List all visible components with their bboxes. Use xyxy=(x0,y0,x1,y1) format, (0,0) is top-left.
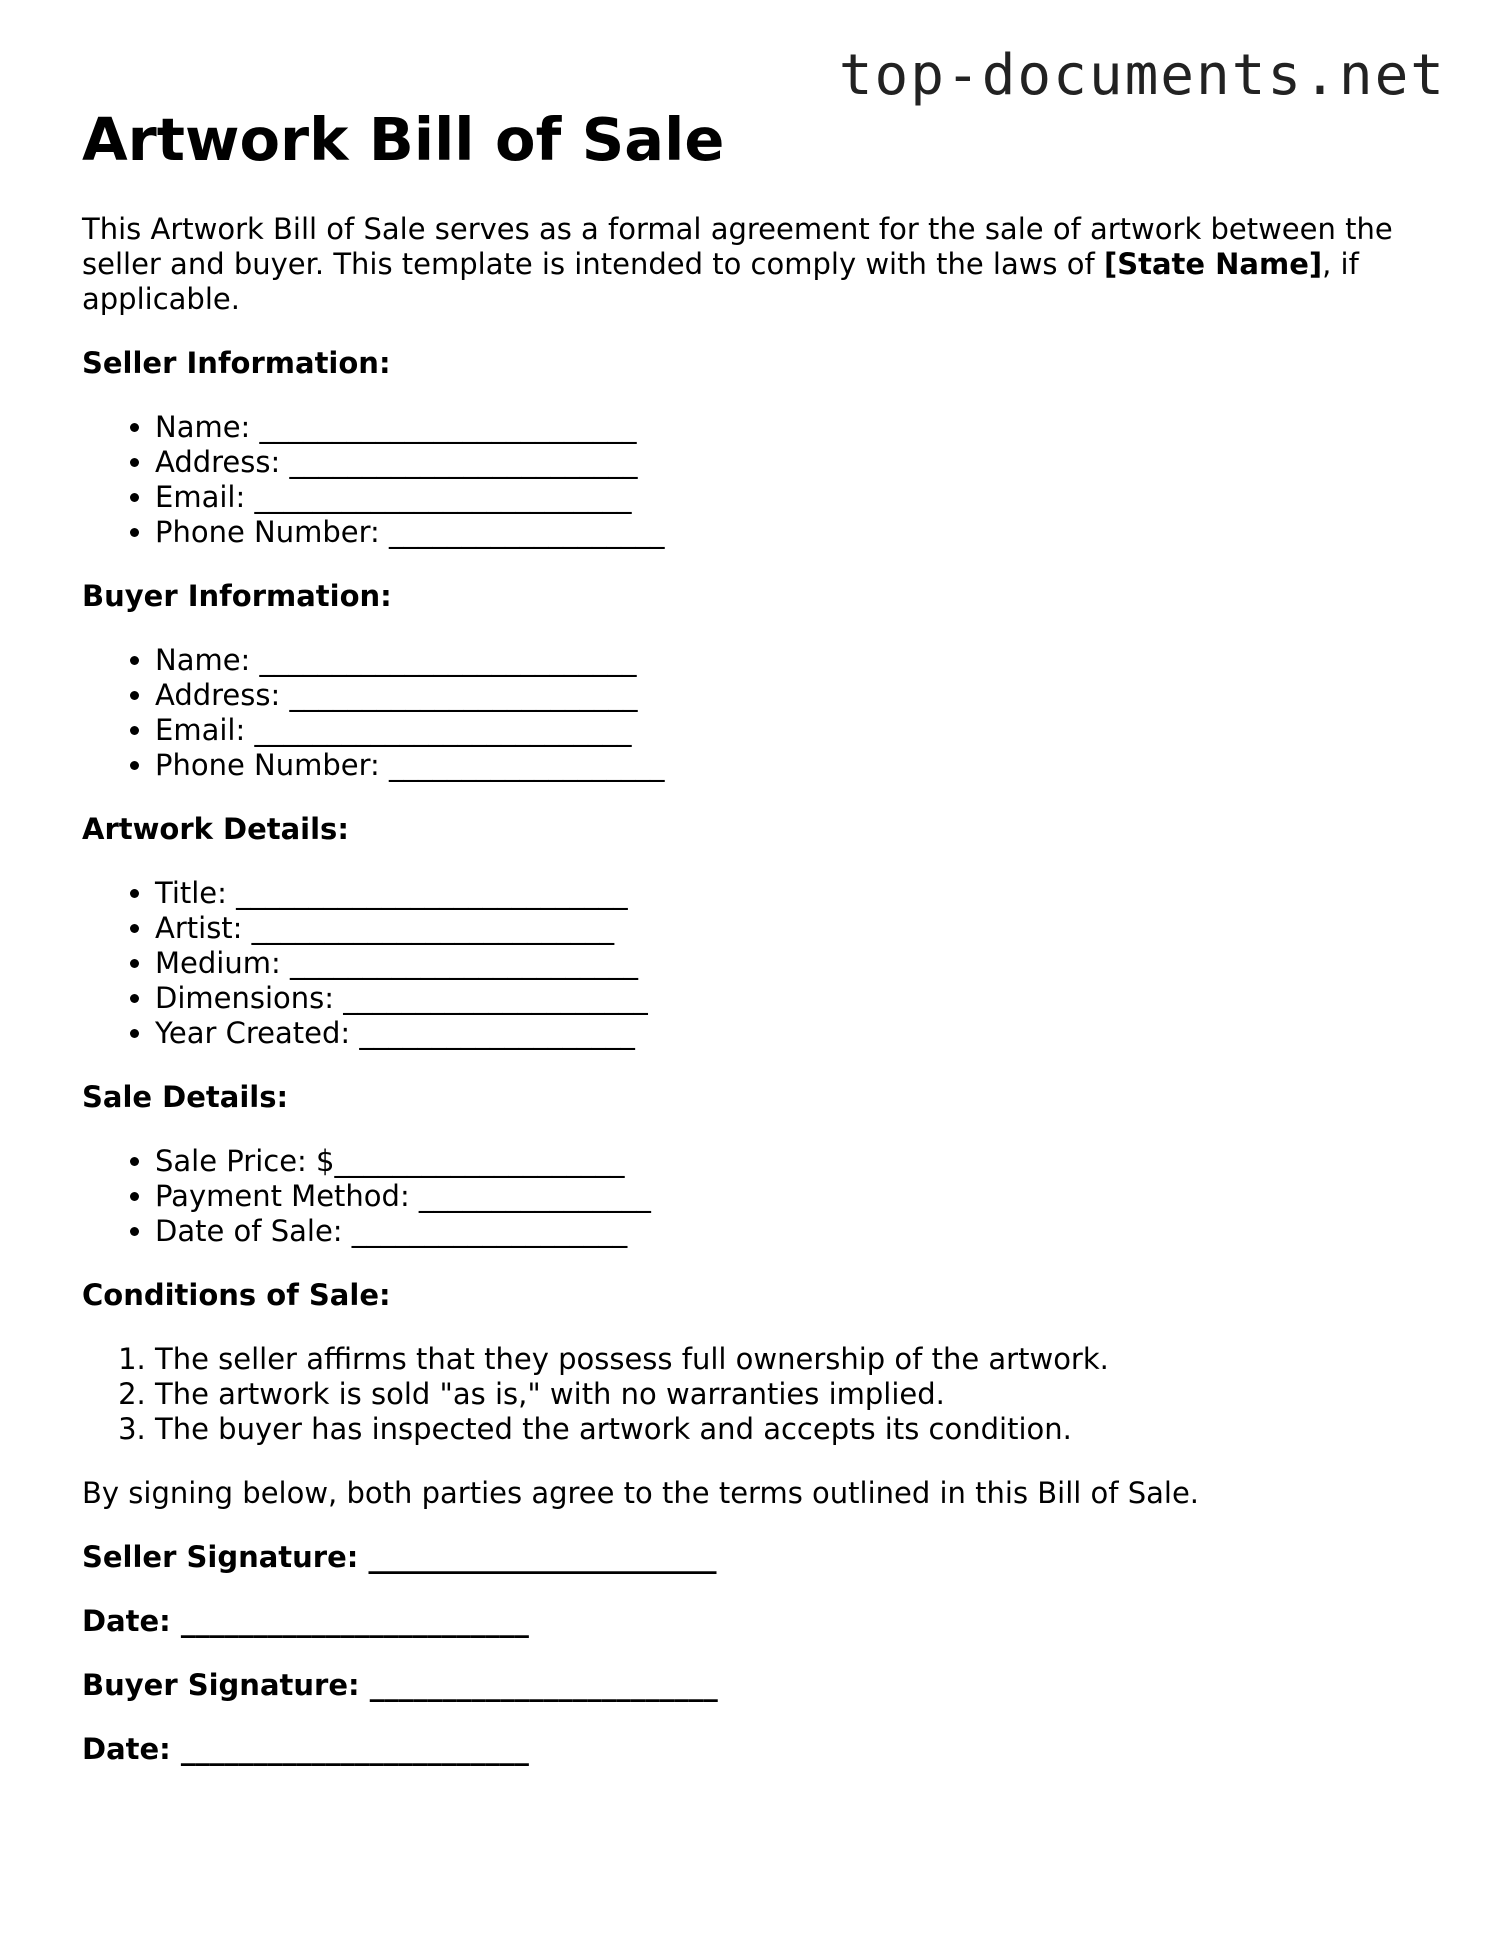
document-body xyxy=(82,212,1442,1796)
condition-item: 2. The artwork is sold "as is," with no warranties implied. xyxy=(155,1377,1442,1412)
seller-address-field: • Address: ________________________ xyxy=(155,445,1442,480)
artwork-details-list xyxy=(82,876,1442,1051)
artwork-medium-field: • Medium: ________________________ xyxy=(155,946,1442,981)
artwork-details-heading: Artwork Details: xyxy=(82,812,349,846)
artwork-dimensions-field: • Dimensions: _____________________ xyxy=(155,981,1442,1016)
seller-info-heading: Seller Information: xyxy=(82,346,391,380)
buyer-signature-line: Buyer Signature: ________________________ xyxy=(82,1668,718,1702)
buyer-phone-field: • Phone Number: ___________________ xyxy=(155,748,1442,783)
seller-signature-line: Seller Signature: ________________________ xyxy=(82,1540,717,1574)
seller-name-field: • Name: __________________________ xyxy=(155,410,1442,445)
buyer-email-field: • Email: __________________________ xyxy=(155,713,1442,748)
intro-text-before: This Artwork Bill of Sale serves as a formal agreement for the sale of artwork between the seller and buyer. This template is intended to comply with the laws of xyxy=(82,212,1393,281)
condition-item: 1. The seller affirms that they possess full ownership of the artwork. xyxy=(155,1342,1442,1377)
buyer-date-line: Date: ________________________ xyxy=(82,1732,529,1766)
buyer-name-field: • Name: __________________________ xyxy=(155,643,1442,678)
closing-statement: By signing below, both parties agree to the terms outlined in this Bill of Sale. xyxy=(82,1476,1200,1510)
watermark: top-documents.net xyxy=(838,43,1446,108)
conditions-list xyxy=(82,1342,1442,1447)
intro-paragraph xyxy=(82,212,1442,317)
seller-email-field: • Email: __________________________ xyxy=(155,480,1442,515)
artwork-artist-field: • Artist: _________________________ xyxy=(155,911,1442,946)
sale-price-field: • Sale Price: $____________________ xyxy=(155,1144,1442,1179)
artwork-title-field: • Title: ___________________________ xyxy=(155,876,1442,911)
buyer-address-field: • Address: ________________________ xyxy=(155,678,1442,713)
state-name-placeholder: [State Name] xyxy=(1103,247,1323,281)
seller-date-line: Date: ________________________ xyxy=(82,1604,529,1638)
buyer-info-list xyxy=(82,643,1442,783)
seller-info-list xyxy=(82,410,1442,550)
date-of-sale-field: • Date of Sale: ___________________ xyxy=(155,1214,1442,1249)
document-title: Artwork Bill of Sale xyxy=(82,105,725,174)
seller-phone-field: • Phone Number: ___________________ xyxy=(155,515,1442,550)
artwork-year-field: • Year Created: ___________________ xyxy=(155,1016,1442,1051)
condition-item: 3. The buyer has inspected the artwork and accepts its condition. xyxy=(155,1412,1442,1447)
sale-details-list xyxy=(82,1144,1442,1249)
conditions-heading: Conditions of Sale: xyxy=(82,1278,391,1312)
sale-details-heading: Sale Details: xyxy=(82,1080,289,1114)
buyer-info-heading: Buyer Information: xyxy=(82,579,392,613)
payment-method-field: • Payment Method: ________________ xyxy=(155,1179,1442,1214)
intro-text-after: , if applicable. xyxy=(82,247,1359,316)
